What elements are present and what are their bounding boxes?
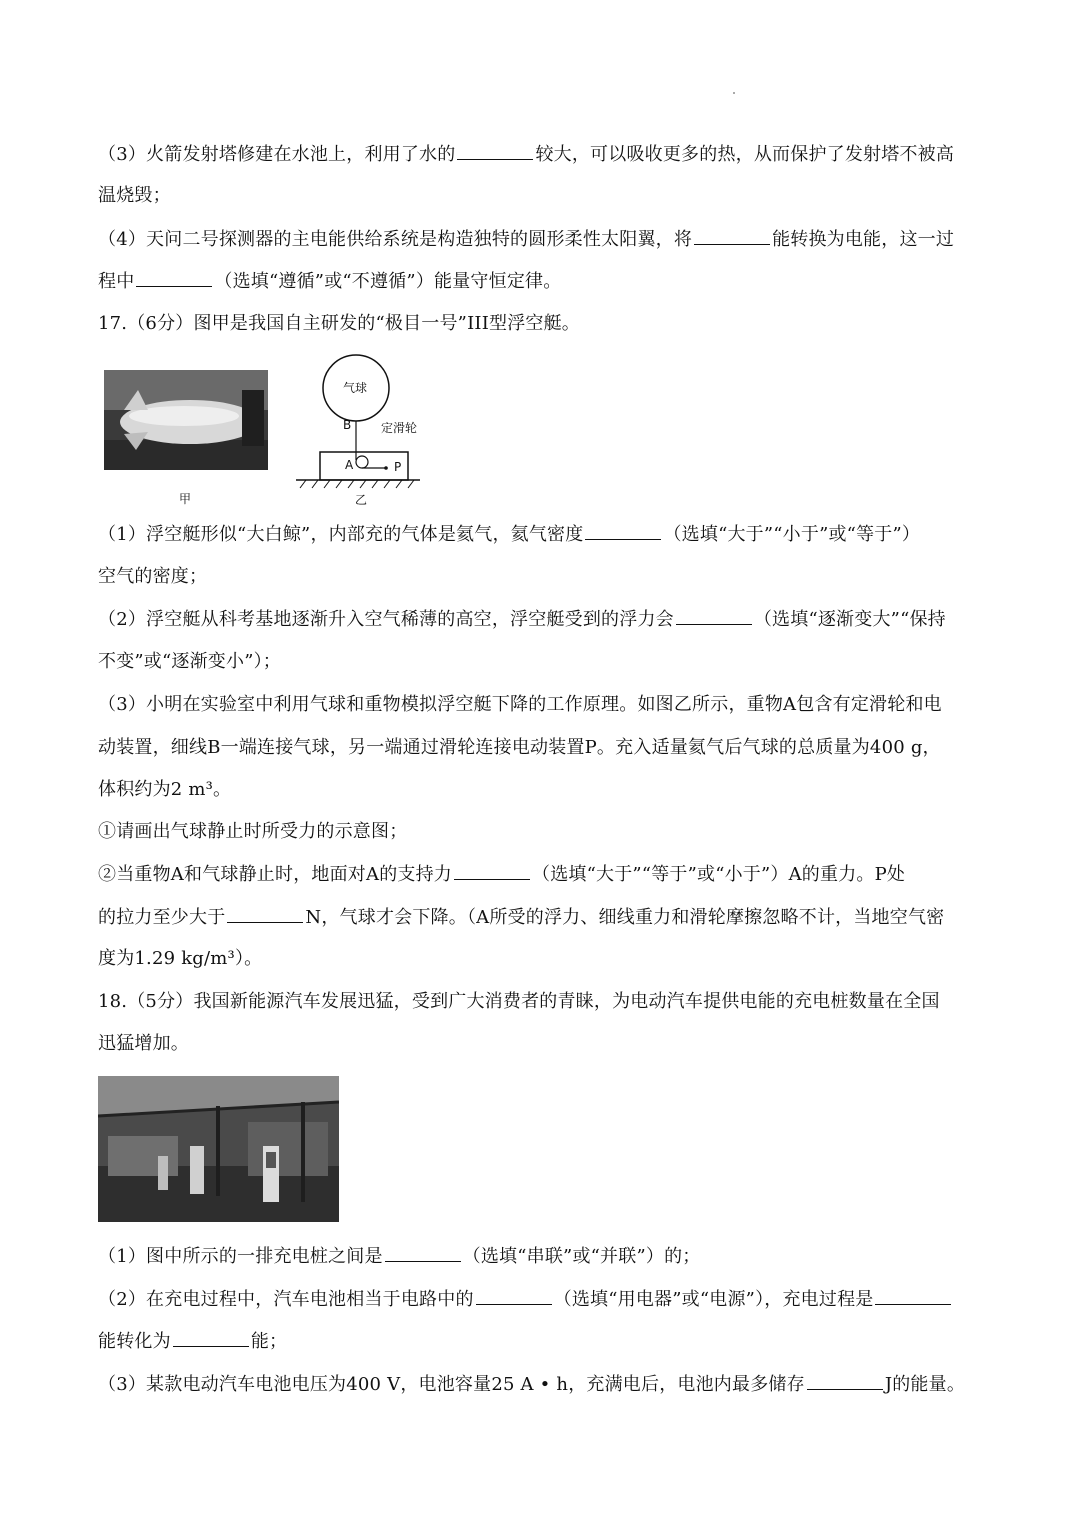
answer-blank[interactable]: [476, 1286, 552, 1305]
q16-3-line2: 温烧毁；: [98, 185, 171, 206]
q17-3-sub2-line1: ②当重物A和气球静止时，地面对A的支持力 （选填“大于”“等于”或“小于”）A的重力。P处: [98, 861, 982, 888]
scan-dot: [733, 92, 735, 94]
airship-photo: [104, 370, 268, 470]
q17-3-line2: 动装置，细线B一端连接气球，另一端通过滑轮连接电动装置P。充入适量氦气后气球的总质量为400 g，: [98, 737, 941, 758]
answer-blank[interactable]: [457, 141, 533, 160]
q17-3-line3: 体积约为2 m³。: [98, 779, 232, 800]
answer-blank[interactable]: [227, 904, 303, 923]
q18-2-line1: （2）在充电过程中，汽车电池相当于电路中的 （选填“用电器”或“电源”），充电过程是: [98, 1286, 982, 1313]
pulley-label: 定滑轮: [381, 421, 418, 435]
label-b: B: [343, 418, 352, 432]
answer-blank[interactable]: [385, 1243, 461, 1262]
q17-1-line1: （1）浮空艇形似“大白鲸”，内部充的气体是氦气，氦气密度 （选填“大于”“小于”或“等于”）: [98, 521, 982, 548]
q16-4-line1: （4）天问二号探测器的主电能供给系统是构造独特的圆形柔性太阳翼，将 能转换为电能，这一过: [98, 226, 982, 253]
label-p: P: [394, 460, 402, 474]
label-a: A: [345, 458, 354, 472]
q17-3-sub2-line3: 度为1.29 kg/m³）。: [98, 948, 263, 969]
answer-blank[interactable]: [694, 226, 770, 245]
answer-blank[interactable]: [136, 268, 212, 287]
answer-blank[interactable]: [454, 861, 530, 880]
q18-1-line: （1）图中所示的一排充电桩之间是 （选填“串联”或“并联”）的；: [98, 1243, 982, 1270]
figure-jia-caption: 甲: [179, 492, 192, 506]
answer-blank[interactable]: [173, 1328, 249, 1347]
q18-heading-line2: 迅猛增加。: [98, 1033, 189, 1054]
q17-2-line1: （2）浮空艇从科考基地逐渐升入空气稀薄的高空，浮空艇受到的浮力会 （选填“逐渐变大”“保持: [98, 606, 982, 633]
q18-2-line2: 能转化为 能；: [98, 1328, 982, 1355]
figure-yi-caption: 乙: [355, 493, 368, 507]
q16-4-line2: 程中 （选填“遵循”或“不遵循”）能量守恒定律。: [98, 268, 982, 295]
q17-3-sub1: ①请画出气球静止时所受力的示意图；: [98, 821, 408, 842]
q17-1-line2: 空气的密度；: [98, 566, 208, 587]
q17-3-line1: （3）小明在实验室中利用气球和重物模拟浮空艇下降的工作原理。如图乙所示，重物A包含有定滑轮和电: [98, 694, 942, 715]
q17-2-line2: 不变”或“逐渐变小”）；: [98, 651, 282, 672]
q17-heading: 17.（6分）图甲是我国自主研发的“极目一号”III型浮空艇。: [98, 313, 581, 334]
q17-3-sub2-line2: 的拉力至少大于 N，气球才会下降。（A所受的浮力、细线重力和滑轮摩擦忽略不计，当地空气密: [98, 904, 982, 931]
charging-station-photo: [98, 1076, 339, 1222]
q18-heading-line1: 18.（5分）我国新能源汽车发展迅猛，受到广大消费者的青睐，为电动汽车提供电能的充电桩数量在全国: [98, 991, 940, 1012]
balloon-label: 气球: [343, 381, 368, 395]
q16-3-line1: （3）火箭发射塔修建在水池上，利用了水的 较大，可以吸收更多的热，从而保护了发射塔不被高: [98, 141, 982, 168]
answer-blank[interactable]: [875, 1286, 951, 1305]
answer-blank[interactable]: [807, 1371, 883, 1390]
answer-blank[interactable]: [676, 606, 752, 625]
answer-blank[interactable]: [585, 521, 661, 540]
q18-3-line: （3）某款电动汽车电池电压为400 V，电池容量25 A • h，充满电后，电池内最多储存 J的能量。: [98, 1371, 982, 1398]
